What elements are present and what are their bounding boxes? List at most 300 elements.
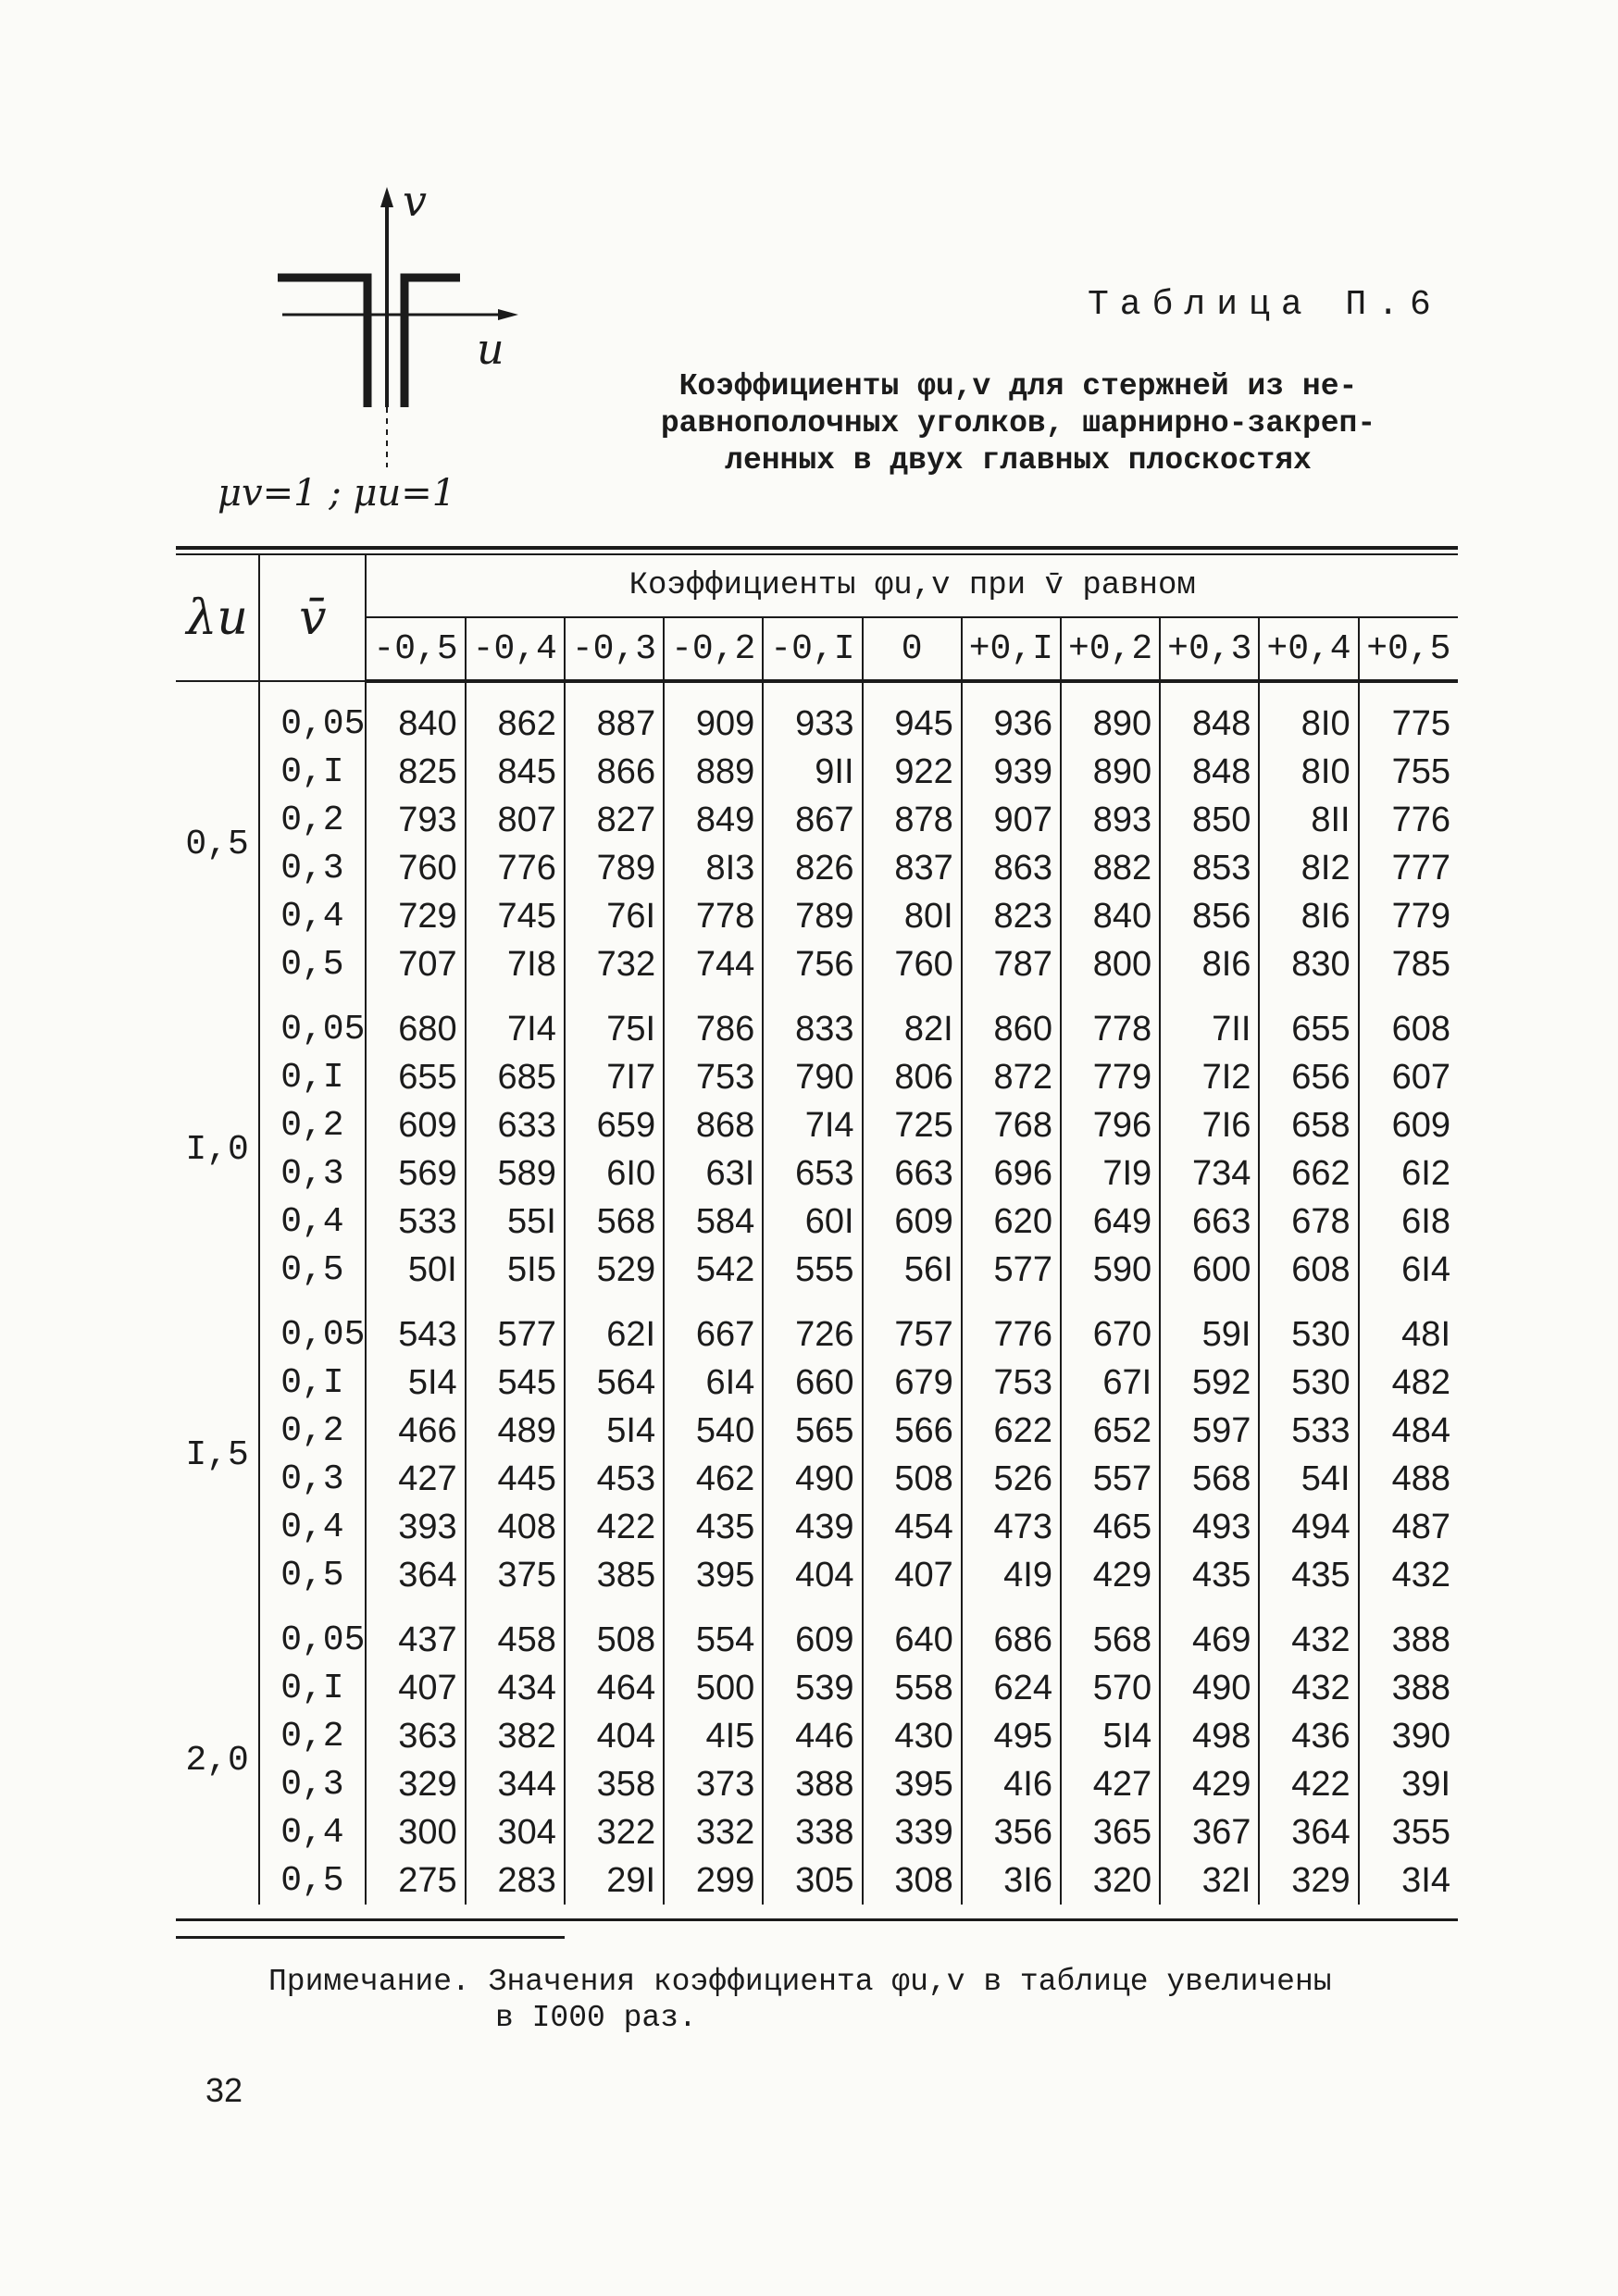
coefficient-cell: 860 <box>962 1005 1061 1053</box>
vbar-value: 0,4 <box>259 1198 366 1246</box>
coefficient-cell: 56I <box>863 1246 962 1294</box>
caption-line-1: Коэффициенты φu,v для стержней из не- <box>678 369 1358 403</box>
block-spacer <box>176 1599 1458 1616</box>
coefficient-cell: 753 <box>962 1359 1061 1407</box>
coefficient-cell: 62I <box>565 1310 664 1359</box>
coefficient-cell: 760 <box>366 844 465 892</box>
coefficient-cell: 429 <box>1160 1760 1259 1808</box>
table-row <box>176 1808 1458 1856</box>
coefficient-cell: 779 <box>1391 896 1450 936</box>
table-row <box>176 1246 1458 1294</box>
coefficient-cell: 768 <box>962 1101 1061 1149</box>
coefficient-cell: 868 <box>664 1101 763 1149</box>
coefficient-cell: 494 <box>1259 1503 1358 1551</box>
note-line-1: Примечание. Значения коэффициента φu,v в таблице увеличены <box>268 1965 1332 1999</box>
coefficient-cell: 63I <box>664 1149 763 1198</box>
coefficient-cell: 570 <box>1061 1664 1160 1712</box>
coefficient-cell: 726 <box>763 1310 862 1359</box>
coefficient-cell: 734 <box>1160 1149 1259 1198</box>
coefficient-cell: 5I4 <box>366 1359 465 1407</box>
coefficient-cell: 4I9 <box>962 1551 1061 1599</box>
table-row <box>176 796 1458 844</box>
coefficient-cell: 533 <box>1259 1407 1358 1455</box>
coefficient-cell: 786 <box>664 1005 763 1053</box>
coefficient-cell: 806 <box>863 1053 962 1101</box>
coefficient-cell: 589 <box>466 1149 565 1198</box>
coefficient-cell: 432 <box>1391 1555 1450 1595</box>
coefficient-cell: 395 <box>664 1551 763 1599</box>
coefficient-cell: 775 <box>1391 703 1450 743</box>
coefficient-cell: 365 <box>1061 1808 1160 1856</box>
coefficient-cell: 652 <box>1061 1407 1160 1455</box>
table-row <box>176 892 1458 940</box>
coefficient-cell: 653 <box>763 1149 862 1198</box>
coefficient-cell: 305 <box>763 1856 862 1905</box>
coefficient-cell: 427 <box>1061 1760 1160 1808</box>
coefficient-cell: 592 <box>1160 1359 1259 1407</box>
vbar-value: 0,3 <box>259 1760 366 1808</box>
coefficient-cell: 753 <box>664 1053 763 1101</box>
coefficient-cell: 863 <box>962 844 1061 892</box>
table-row <box>176 1551 1458 1599</box>
coefficient-cell: 7I4 <box>763 1101 862 1149</box>
coefficient-cell: 756 <box>763 940 862 988</box>
coefficient-cell: 862 <box>466 700 565 748</box>
vbar-value: 0,3 <box>259 1149 366 1198</box>
table-row <box>176 1310 1458 1359</box>
coefficient-cell: 789 <box>763 892 862 940</box>
coefficient-cell: 856 <box>1160 892 1259 940</box>
block-spacer <box>176 988 1458 1005</box>
coefficient-cell: 7I8 <box>466 940 565 988</box>
coefficient-cell: 800 <box>1061 940 1160 988</box>
coefficient-cell: 827 <box>565 796 664 844</box>
coefficient-cell: 464 <box>565 1664 664 1712</box>
coefficient-cell: 8I6 <box>1160 940 1259 988</box>
coefficient-cell: 393 <box>366 1503 465 1551</box>
coefficient-cell: 568 <box>1061 1616 1160 1664</box>
coefficient-cell: 6I8 <box>1401 1201 1450 1241</box>
table-top-rule <box>176 546 1458 550</box>
coefficient-cell: 569 <box>366 1149 465 1198</box>
coefficient-cell: 887 <box>565 700 664 748</box>
coefficient-cell: 332 <box>664 1808 763 1856</box>
column-header: -0,2 <box>664 617 763 681</box>
coefficient-cell: 7I7 <box>565 1053 664 1101</box>
coefficient-cell: 7I4 <box>466 1005 565 1053</box>
table-row <box>176 1455 1458 1503</box>
coefficient-cell: 945 <box>863 700 962 748</box>
vbar-value: 0,5 <box>259 1551 366 1599</box>
coefficient-cell: 907 <box>962 796 1061 844</box>
coefficient-cell: 432 <box>1259 1616 1358 1664</box>
coefficient-cell: 4I6 <box>962 1760 1061 1808</box>
coefficient-cell: 8I6 <box>1259 892 1358 940</box>
coefficient-cell: 554 <box>664 1616 763 1664</box>
coefficient-cell: 667 <box>664 1310 763 1359</box>
vbar-header: v̄ <box>259 554 366 681</box>
vbar-value: 0,05 <box>259 1616 366 1664</box>
coefficient-cell: 29I <box>565 1856 664 1905</box>
coefficient-cell: 473 <box>962 1503 1061 1551</box>
coefficient-cell: 446 <box>763 1712 862 1760</box>
coefficient-cell: 796 <box>1061 1101 1160 1149</box>
coefficient-cell: 848 <box>1160 748 1259 796</box>
coefficient-cell: 558 <box>863 1664 962 1712</box>
coefficient-cell: 655 <box>366 1053 465 1101</box>
column-header: 0 <box>863 617 962 681</box>
coefficient-cell: 845 <box>466 748 565 796</box>
coefficient-cell: 686 <box>962 1616 1061 1664</box>
coefficient-cell: 490 <box>1160 1664 1259 1712</box>
coefficient-cell: 50I <box>366 1246 465 1294</box>
coefficient-cell: 454 <box>863 1503 962 1551</box>
coefficient-cell: 590 <box>1061 1246 1160 1294</box>
coefficient-cell: 542 <box>664 1246 763 1294</box>
column-header: +0,4 <box>1259 617 1358 681</box>
coefficient-cell: 543 <box>366 1310 465 1359</box>
table-row <box>176 1503 1458 1551</box>
table-row <box>176 1616 1458 1664</box>
coefficient-cell: 435 <box>664 1503 763 1551</box>
coefficient-cell: 6I2 <box>1401 1153 1450 1193</box>
lambda-value: 0,5 <box>176 700 259 988</box>
vbar-value: 0,05 <box>259 1310 366 1359</box>
coefficient-cell: 609 <box>863 1198 962 1246</box>
coefficient-cell: 429 <box>1061 1551 1160 1599</box>
coefficient-cell: 878 <box>863 796 962 844</box>
coefficient-cell: 830 <box>1259 940 1358 988</box>
coefficient-cell: 732 <box>565 940 664 988</box>
coefficient-cell: 7I2 <box>1160 1053 1259 1101</box>
coefficient-cell: 385 <box>565 1551 664 1599</box>
coefficient-cell: 39I <box>1401 1764 1450 1804</box>
coefficient-cell: 890 <box>1061 700 1160 748</box>
column-header-row <box>176 617 1458 681</box>
coefficient-cell: 80I <box>863 892 962 940</box>
coefficient-cell: 725 <box>863 1101 962 1149</box>
coefficient-cell: 329 <box>1259 1856 1358 1905</box>
coefficient-cell: 656 <box>1259 1053 1358 1101</box>
coefficients-table <box>176 553 1458 1905</box>
coefficient-cell: 408 <box>466 1503 565 1551</box>
column-header: -0,I <box>763 617 862 681</box>
coefficient-cell: 640 <box>863 1616 962 1664</box>
table-row <box>176 940 1458 988</box>
column-header: +0,3 <box>1160 617 1259 681</box>
coefficient-cell: 435 <box>1160 1551 1259 1599</box>
coefficient-cell: 890 <box>1061 748 1160 796</box>
coefficient-cell: 8I0 <box>1259 748 1358 796</box>
coefficient-cell: 404 <box>763 1551 862 1599</box>
coefficient-cell: 434 <box>466 1664 565 1712</box>
coefficient-cell: 508 <box>565 1616 664 1664</box>
coefficient-cell: 622 <box>962 1407 1061 1455</box>
coefficient-group-header: Коэффициенты φu,v при v̄ равном <box>366 554 1458 617</box>
coefficient-cell: 388 <box>763 1760 862 1808</box>
coefficient-cell: 422 <box>1259 1760 1358 1808</box>
vbar-value: 0,I <box>259 1053 366 1101</box>
coefficient-cell: 785 <box>1391 944 1450 984</box>
coefficient-cell: 60I <box>763 1198 862 1246</box>
coefficient-cell: 364 <box>366 1551 465 1599</box>
coefficient-cell: 484 <box>1391 1410 1450 1450</box>
coefficient-cell: 482 <box>1391 1362 1450 1402</box>
vbar-value: 0,3 <box>259 1455 366 1503</box>
coefficient-cell: 663 <box>1160 1198 1259 1246</box>
column-header: -0,3 <box>565 617 664 681</box>
coefficient-cell: 557 <box>1061 1455 1160 1503</box>
coefficient-cell: 776 <box>1391 800 1450 839</box>
coefficient-cell: 933 <box>763 700 862 748</box>
note-line-2: в I000 раз. <box>495 2001 697 2035</box>
coefficient-cell: 530 <box>1259 1310 1358 1359</box>
coefficient-cell: 453 <box>565 1455 664 1503</box>
coefficient-cell: 7II <box>1160 1005 1259 1053</box>
coefficient-cell: 867 <box>763 796 862 844</box>
coefficient-cell: 744 <box>664 940 763 988</box>
coefficient-cell: 462 <box>664 1455 763 1503</box>
coefficient-cell: 469 <box>1160 1616 1259 1664</box>
coefficient-cell: 7I6 <box>1160 1101 1259 1149</box>
coefficient-cell: 465 <box>1061 1503 1160 1551</box>
coefficient-cell: 338 <box>763 1808 862 1856</box>
table-row <box>176 1760 1458 1808</box>
coefficient-cell: 3I6 <box>962 1856 1061 1905</box>
coefficient-cell: 67I <box>1061 1359 1160 1407</box>
vbar-value: 0,I <box>259 1664 366 1712</box>
coefficient-cell: 500 <box>664 1664 763 1712</box>
table-row <box>176 748 1458 796</box>
coefficient-cell: 308 <box>863 1856 962 1905</box>
lambda-value: I,0 <box>176 1005 259 1294</box>
coefficient-cell: 597 <box>1160 1407 1259 1455</box>
coefficient-cell: 76I <box>565 892 664 940</box>
column-header: +0,I <box>962 617 1061 681</box>
coefficient-cell: 882 <box>1061 844 1160 892</box>
coefficient-cell: 59I <box>1160 1310 1259 1359</box>
coefficient-cell: 893 <box>1061 796 1160 844</box>
coefficient-cell: 5I5 <box>466 1246 565 1294</box>
coefficient-cell: 566 <box>863 1407 962 1455</box>
coefficient-cell: 4I5 <box>664 1712 763 1760</box>
coefficient-cell: 445 <box>466 1455 565 1503</box>
coefficient-cell: 364 <box>1259 1808 1358 1856</box>
vbar-value: 0,4 <box>259 892 366 940</box>
vbar-value: 0,5 <box>259 940 366 988</box>
coefficient-cell: 529 <box>565 1246 664 1294</box>
coefficient-cell: 322 <box>565 1808 664 1856</box>
coefficient-cell: 936 <box>962 700 1061 748</box>
coefficient-cell: 787 <box>962 940 1061 988</box>
coefficient-cell: 6I0 <box>565 1149 664 1198</box>
coefficient-cell: 696 <box>962 1149 1061 1198</box>
coefficient-cell: 793 <box>366 796 465 844</box>
coefficient-cell: 7I9 <box>1061 1149 1160 1198</box>
coefficient-cell: 329 <box>366 1760 465 1808</box>
coefficient-cell: 388 <box>1391 1620 1450 1659</box>
lambda-value: I,5 <box>176 1310 259 1599</box>
coefficient-cell: 8I2 <box>1259 844 1358 892</box>
coefficient-cell: 437 <box>366 1616 465 1664</box>
coefficient-cell: 466 <box>366 1407 465 1455</box>
coefficient-cell: 404 <box>565 1712 664 1760</box>
coefficient-cell: 8II <box>1259 796 1358 844</box>
column-header: +0,5 <box>1359 617 1458 681</box>
coefficient-cell: 789 <box>565 844 664 892</box>
coefficient-cell: 825 <box>366 748 465 796</box>
coefficient-cell: 9II <box>763 748 862 796</box>
note-rule <box>176 1936 565 1939</box>
coefficient-cell: 745 <box>466 892 565 940</box>
coefficient-cell: 755 <box>1391 751 1450 791</box>
coefficient-cell: 407 <box>863 1551 962 1599</box>
coefficient-cell: 5I4 <box>565 1407 664 1455</box>
coefficient-cell: 555 <box>763 1246 862 1294</box>
lambda-value: 2,0 <box>176 1616 259 1905</box>
coefficient-cell: 458 <box>466 1616 565 1664</box>
coefficient-cell: 853 <box>1160 844 1259 892</box>
coefficient-cell: 82I <box>863 1005 962 1053</box>
coefficient-cell: 778 <box>664 892 763 940</box>
coefficient-cell: 388 <box>1391 1668 1450 1707</box>
vbar-value: 0,I <box>259 748 366 796</box>
coefficient-cell: 760 <box>863 940 962 988</box>
coefficient-cell: 344 <box>466 1760 565 1808</box>
coefficient-cell: 439 <box>763 1503 862 1551</box>
coefficient-cell: 432 <box>1259 1664 1358 1712</box>
coefficient-cell: 493 <box>1160 1503 1259 1551</box>
coefficient-cell: 678 <box>1259 1198 1358 1246</box>
coefficient-cell: 662 <box>1259 1149 1358 1198</box>
axis-v-label: v <box>403 176 427 226</box>
coefficient-cell: 6I4 <box>1401 1249 1450 1289</box>
vbar-value: 0,3 <box>259 844 366 892</box>
coefficient-cell: 679 <box>863 1359 962 1407</box>
block-spacer <box>176 681 1458 700</box>
coefficient-cell: 32I <box>1160 1856 1259 1905</box>
coefficient-cell: 430 <box>863 1712 962 1760</box>
coefficient-cell: 922 <box>863 748 962 796</box>
coefficient-cell: 600 <box>1160 1246 1259 1294</box>
coefficient-cell: 584 <box>664 1198 763 1246</box>
coefficient-cell: 395 <box>863 1760 962 1808</box>
coefficient-cell: 498 <box>1160 1712 1259 1760</box>
coefficient-cell: 776 <box>962 1310 1061 1359</box>
coefficient-cell: 757 <box>863 1310 962 1359</box>
coefficient-cell: 363 <box>366 1712 465 1760</box>
coefficient-cell: 8I0 <box>1259 700 1358 748</box>
coefficient-cell: 608 <box>1391 1009 1450 1049</box>
coefficient-cell: 577 <box>962 1246 1061 1294</box>
vbar-value: 0,4 <box>259 1808 366 1856</box>
coefficient-cell: 299 <box>664 1856 763 1905</box>
coefficient-cell: 275 <box>366 1856 465 1905</box>
coefficient-cell: 779 <box>1061 1053 1160 1101</box>
coefficient-cell: 490 <box>763 1455 862 1503</box>
table-row <box>176 1149 1458 1198</box>
table-row <box>176 1712 1458 1760</box>
coefficient-cell: 833 <box>763 1005 862 1053</box>
coefficient-cell: 776 <box>466 844 565 892</box>
coefficient-cell: 304 <box>466 1808 565 1856</box>
coefficient-cell: 565 <box>763 1407 862 1455</box>
coefficient-cell: 530 <box>1259 1359 1358 1407</box>
vbar-value: 0,5 <box>259 1246 366 1294</box>
vbar-value: 0,05 <box>259 700 366 748</box>
coefficient-cell: 707 <box>366 940 465 988</box>
table-row <box>176 1407 1458 1455</box>
coefficient-cell: 939 <box>962 748 1061 796</box>
coefficient-cell: 539 <box>763 1664 862 1712</box>
coefficient-cell: 300 <box>366 1808 465 1856</box>
coefficient-cell: 609 <box>763 1616 862 1664</box>
coefficient-cell: 436 <box>1259 1712 1358 1760</box>
coefficient-cell: 358 <box>565 1760 664 1808</box>
coefficient-cell: 526 <box>962 1455 1061 1503</box>
coefficient-cell: 375 <box>466 1551 565 1599</box>
axis-u-label: u <box>477 324 504 374</box>
coefficient-cell: 568 <box>1160 1455 1259 1503</box>
coefficient-cell: 577 <box>466 1310 565 1359</box>
table-row <box>176 1101 1458 1149</box>
table-row <box>176 1359 1458 1407</box>
table-body <box>176 681 1458 1905</box>
coefficient-cell: 487 <box>1391 1507 1450 1546</box>
coefficient-cell: 6I4 <box>664 1359 763 1407</box>
table-row <box>176 1856 1458 1905</box>
table-row <box>176 700 1458 748</box>
vbar-value: 0,2 <box>259 1712 366 1760</box>
coefficient-cell: 826 <box>763 844 862 892</box>
coefficient-cell: 649 <box>1061 1198 1160 1246</box>
coefficient-cell: 339 <box>863 1808 962 1856</box>
coefficient-cell: 777 <box>1391 848 1450 887</box>
coefficient-cell: 655 <box>1259 1005 1358 1053</box>
coefficient-cell: 48I <box>1401 1314 1450 1354</box>
coefficient-cell: 382 <box>466 1712 565 1760</box>
coefficient-cell: 54I <box>1259 1455 1358 1503</box>
vbar-value: 0,5 <box>259 1856 366 1905</box>
coefficient-cell: 489 <box>466 1407 565 1455</box>
coefficient-cell: 367 <box>1160 1808 1259 1856</box>
column-header: -0,4 <box>466 617 565 681</box>
lambda-header: λu <box>176 554 259 681</box>
column-header: +0,2 <box>1061 617 1160 681</box>
coefficient-cell: 866 <box>565 748 664 796</box>
vbar-value: 0,I <box>259 1359 366 1407</box>
coefficient-cell: 3I4 <box>1401 1860 1450 1900</box>
coefficient-cell: 680 <box>366 1005 465 1053</box>
coefficient-cell: 407 <box>366 1664 465 1712</box>
block-spacer <box>176 1294 1458 1310</box>
coefficient-cell: 356 <box>962 1808 1061 1856</box>
coefficient-cell: 658 <box>1259 1101 1358 1149</box>
coefficient-cell: 620 <box>962 1198 1061 1246</box>
table-row <box>176 1053 1458 1101</box>
coefficient-cell: 660 <box>763 1359 862 1407</box>
coefficient-cell: 807 <box>466 796 565 844</box>
vbar-value: 0,4 <box>259 1503 366 1551</box>
coefficient-cell: 55I <box>466 1198 565 1246</box>
column-header: -0,5 <box>366 617 465 681</box>
table-row <box>176 1664 1458 1712</box>
coefficient-cell: 823 <box>962 892 1061 940</box>
coefficient-cell: 609 <box>1391 1105 1450 1145</box>
vbar-value: 0,2 <box>259 1101 366 1149</box>
table-caption <box>592 368 1444 479</box>
coefficient-cell: 848 <box>1160 700 1259 748</box>
